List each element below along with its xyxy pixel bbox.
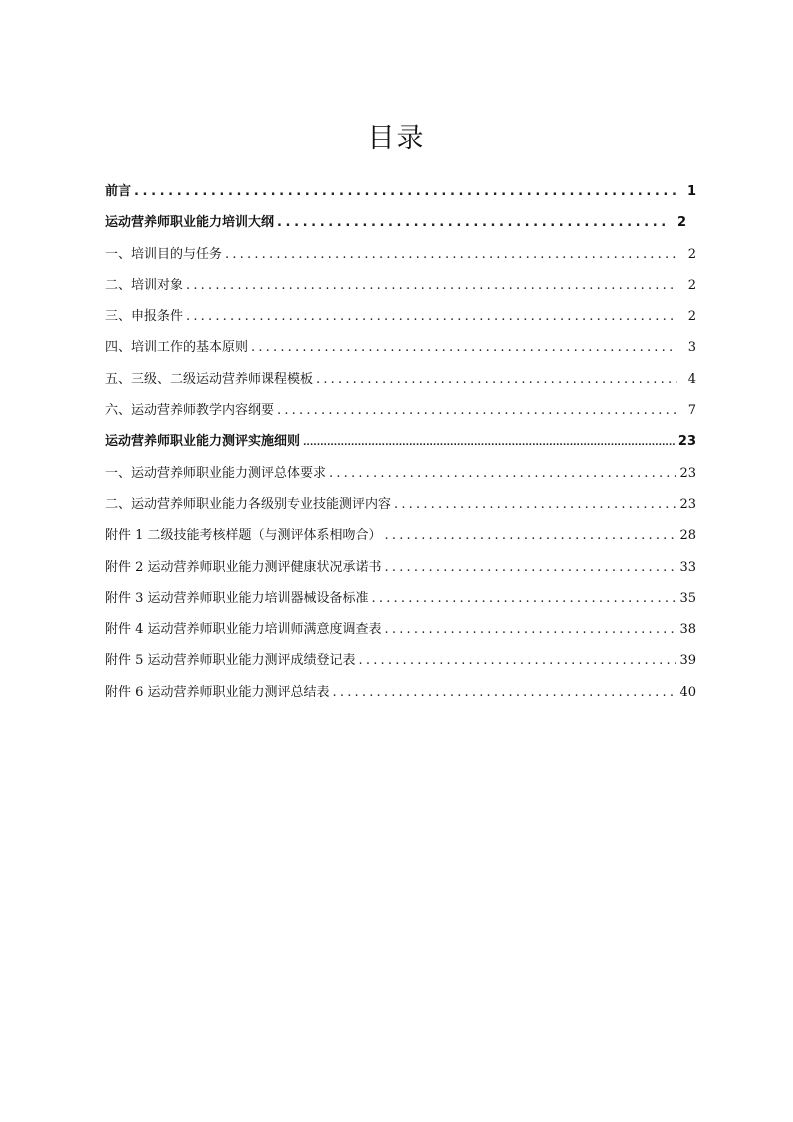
toc-page-number: 23 — [679, 465, 696, 481]
toc-leader-dots — [186, 270, 677, 301]
toc-entry-preface[interactable] — [105, 176, 696, 207]
toc-leader-dots — [329, 458, 676, 489]
toc-entry-appendix[interactable] — [105, 552, 696, 583]
toc-page-number: 2 — [687, 246, 696, 262]
toc-entry-section[interactable] — [105, 458, 696, 489]
toc-entry-section[interactable] — [105, 395, 696, 426]
toc-entry-text: 运动营养师职业能力培训大纲 — [105, 215, 275, 231]
toc-leader-dots — [251, 332, 677, 363]
toc-page-number: 2 — [687, 277, 696, 293]
toc-entry-section[interactable] — [105, 489, 696, 520]
toc-entry-assessment-rules[interactable] — [105, 426, 696, 457]
toc-entry-text: 六、运动营养师教学内容纲要 — [105, 403, 275, 419]
toc-leader-dots — [186, 301, 677, 332]
table-of-contents — [105, 176, 696, 708]
toc-leader-dots — [225, 239, 677, 270]
toc-page-number: 3 — [687, 340, 696, 356]
toc-entry-text: 三、申报条件 — [105, 309, 184, 325]
toc-entry-section[interactable] — [105, 239, 696, 270]
toc-page-number: 39 — [679, 653, 696, 669]
toc-entry-text: 附件 2 运动营养师职业能力测评健康状况承诺书 — [105, 559, 382, 575]
toc-page-number: 1 — [686, 184, 696, 199]
toc-page-number: 40 — [679, 684, 696, 700]
toc-entry-text: 二、运动营养师职业能力各级别专业技能测评内容 — [105, 496, 392, 512]
toc-entry-text: 一、培训目的与任务 — [105, 246, 223, 262]
toc-leader-dots — [277, 207, 667, 238]
toc-entry-text: 附件 6 运动营养师职业能力测评总结表 — [105, 684, 330, 700]
toc-leader-dots — [359, 645, 677, 676]
toc-leader-dots — [134, 176, 677, 207]
toc-leader-dots — [385, 614, 677, 645]
toc-entry-section[interactable] — [105, 332, 696, 363]
toc-entry-text: 一、运动营养师职业能力测评总体要求 — [105, 465, 327, 481]
toc-leader-dots — [333, 677, 677, 708]
toc-entry-text: 附件 4 运动营养师职业能力培训师满意度调查表 — [105, 622, 382, 638]
toc-page-number: 35 — [679, 590, 696, 606]
toc-entry-text: 运动营养师职业能力测评实施细则 — [105, 434, 301, 450]
toc-entry-text: 四、培训工作的基本原则 — [105, 340, 249, 356]
toc-leader-dots — [303, 428, 675, 459]
toc-leader-dots — [316, 364, 677, 395]
toc-page-number: 28 — [679, 528, 696, 544]
toc-entry-text: 附件 1 二级技能考核样题（与测评体系相吻合） — [105, 528, 382, 544]
toc-entry-training-outline[interactable] — [105, 207, 696, 238]
toc-page-number: 2 — [687, 309, 696, 325]
toc-page-number: 23 — [677, 434, 696, 450]
toc-page-number: 23 — [679, 496, 696, 512]
toc-entry-text: 附件 3 运动营养师职业能力培训器械设备标准 — [105, 590, 369, 606]
toc-entry-section[interactable] — [105, 301, 696, 332]
toc-page-number: 7 — [687, 403, 696, 419]
toc-leader-dots — [372, 583, 677, 614]
toc-entry-text: 前言 — [105, 184, 132, 199]
toc-entry-appendix[interactable] — [105, 614, 696, 645]
toc-entry-section[interactable] — [105, 364, 696, 395]
toc-page-number: 2 — [676, 215, 686, 231]
toc-leader-dots — [385, 520, 677, 551]
toc-page-number: 33 — [679, 559, 696, 575]
toc-entry-appendix[interactable] — [105, 645, 696, 676]
toc-entry-section[interactable] — [105, 270, 696, 301]
toc-entry-appendix[interactable] — [105, 677, 696, 708]
toc-leader-dots — [394, 489, 676, 520]
toc-leader-dots — [385, 552, 677, 583]
toc-title: 目录 — [367, 123, 426, 154]
toc-entry-text: 附件 5 运动营养师职业能力测评成绩登记表 — [105, 653, 356, 669]
toc-entry-text: 五、三级、二级运动营养师课程模板 — [105, 371, 314, 387]
toc-page-number: 38 — [679, 622, 696, 638]
toc-leader-dots — [277, 395, 677, 426]
toc-page-number: 4 — [687, 371, 696, 387]
toc-entry-appendix[interactable] — [105, 583, 696, 614]
toc-entry-appendix[interactable] — [105, 520, 696, 551]
toc-entry-text: 二、培训对象 — [105, 277, 184, 293]
